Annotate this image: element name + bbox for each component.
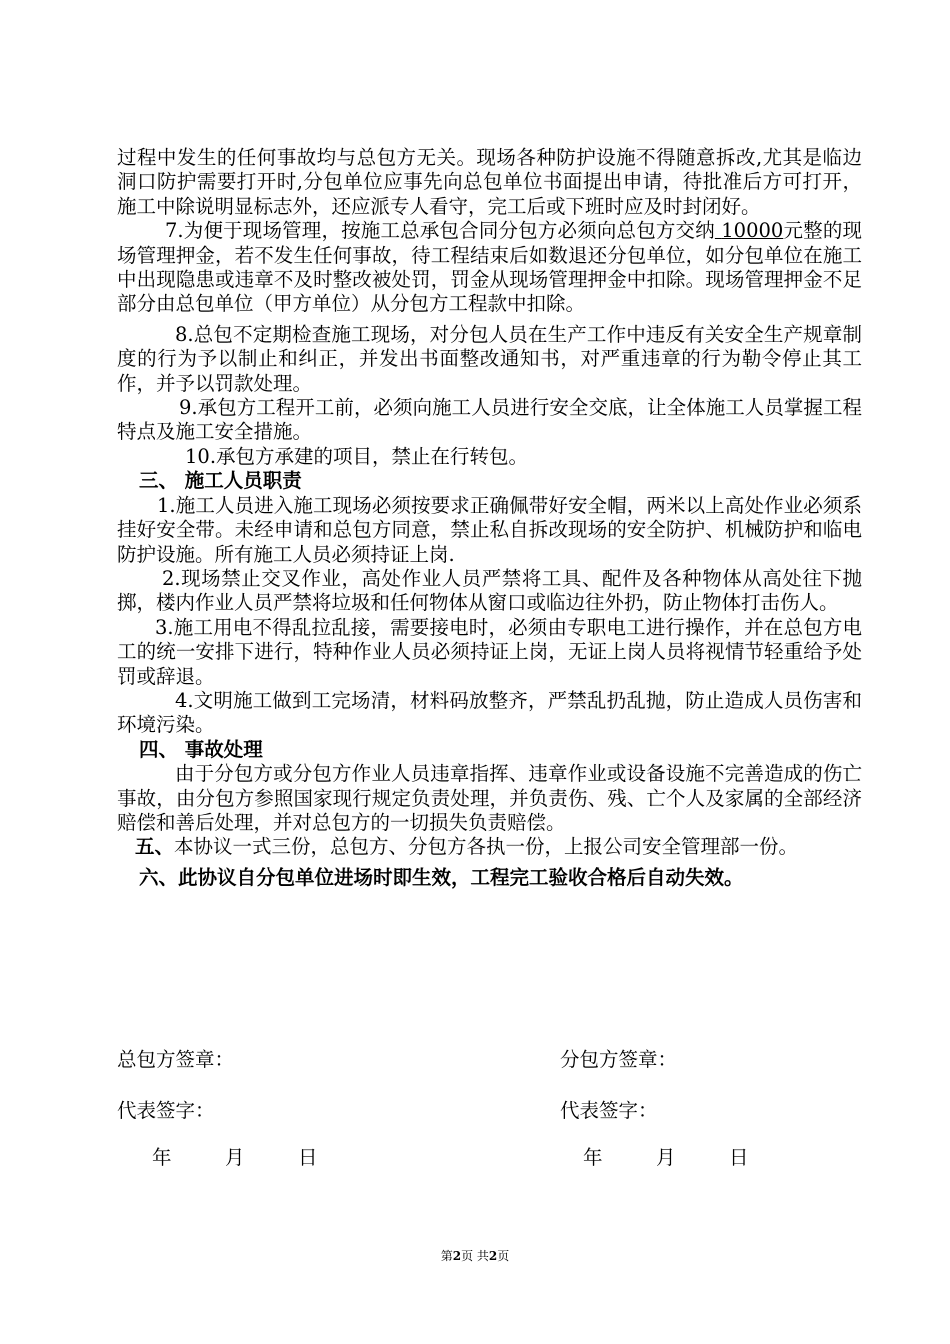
duty-3: 3.施工用电不得乱拉乱接，需要接电时，必须由专职电工进行操作，并在总包方电工的统一安排下进行，特种作业人员必须持证上岗，无证上岗人员将视情节轻重给予处罚或辞退。: [117, 615, 862, 688]
page-footer: [0, 1248, 950, 1264]
footer-total-pages: 2: [488, 1249, 498, 1263]
subcontractor-seal-label: 分包方签章：: [560, 1048, 678, 1071]
section-5-heading: 五、: [135, 835, 175, 859]
left-date-year: 年: [152, 1146, 172, 1169]
clause-10: 10.承包方承建的项目，禁止在行转包。: [185, 444, 529, 468]
footer-page-number: 2: [452, 1249, 462, 1263]
left-date-day: 日: [298, 1146, 318, 1169]
duty-2: 2.现场禁止交叉作业，高处作业人员严禁将工具、配件及各种物体从高处往下抛掷，楼内作业人员严禁将垃圾和任何物体从窗口或临边往外扔，防止物体打击伤人。: [117, 566, 862, 615]
deposit-amount-value: 10000: [721, 219, 784, 243]
footer-suffix: 页: [497, 1249, 510, 1263]
right-date-month: 月: [656, 1146, 676, 1169]
footer-mid: 页 共: [461, 1249, 489, 1263]
subcontractor-rep-label: 代表签字：: [560, 1099, 658, 1122]
section-4-heading: 四、 事故处理: [139, 737, 263, 761]
footer-prefix: 第: [440, 1249, 453, 1263]
general-contractor-seal-label: 总包方签章：: [117, 1048, 235, 1071]
document-body: [117, 146, 862, 890]
clause-8: 8.总包不定期检查施工现场，对分包人员在生产工作中违反有关安全生产规章制度的行为予以制止和纠正，并发出书面整改通知书，对严重违章的行为勒令停止其工作，并予以罚款处理。: [117, 322, 862, 395]
clause-7: [117, 219, 862, 317]
left-date-month: 月: [225, 1146, 245, 1169]
clause-7-text-a: 7.为便于现场管理，按施工总承包合同分包方必须向总包方交纳: [165, 219, 715, 243]
accident-clause: 由于分包方或分包方作业人员违章指挥、违章作业或设备设施不完善造成的伤亡事故，由分包方参照国家现行规定负责处理，并负责伤、残、亡个人及家属的全部经济赔偿和善后处理，并对总包方的一切损失负责赔偿。: [117, 762, 862, 834]
duty-1: 1.施工人员进入施工现场必须按要求正确佩带好安全帽，两米以上高处作业必须系挂好安全带。未经申请和总包方同意，禁止私自拆改现场的安全防护、机械防护和临电防护设施。所有施工人员必须持证上岗.: [117, 493, 862, 566]
clause-9: 9.承包方工程开工前，必须向施工人员进行安全交底，让全体施工人员掌握工程特点及施工安全措施。: [117, 396, 862, 444]
paragraph-continuation: 过程中发生的任何事故均与总包方无关。现场各种防护设施不得随意拆改,尤其是临边洞口防护需要打开时,分包单位应事先向总包单位书面提出申请，待批准后方可打开，施工中除说明显标志外，还应派专人看守，完工后或下班时应及时封闭好。: [117, 146, 862, 218]
section-5-text: 本协议一式三份，总包方、分包方各执一份，上报公司安全管理部一份。: [174, 835, 799, 859]
duty-4: 4.文明施工做到工完场清，材料码放整齐，严禁乱扔乱抛，防止造成人员伤害和环境污染。: [117, 688, 862, 737]
clause-7-text-b: 元整的现场管理押金，若不发生任何事故，待工程结束后如数退还分包单位，如分包单位在施工中出现隐患或违章不及时整改被处罚，罚金从现场管理押金中扣除。现场管理押金不足部分由总包单位（甲方单位）从分包方工程款中扣除。: [117, 219, 862, 316]
section-3-heading: 三、 施工人员职责: [139, 469, 302, 493]
section-5: [117, 835, 862, 859]
section-6: 六、此协议自分包单位进场时即生效，工程完工验收合格后自动失效。: [139, 865, 744, 889]
right-date-year: 年: [583, 1146, 603, 1169]
right-date-day: 日: [729, 1146, 749, 1169]
general-contractor-rep-label: 代表签字：: [117, 1099, 215, 1122]
